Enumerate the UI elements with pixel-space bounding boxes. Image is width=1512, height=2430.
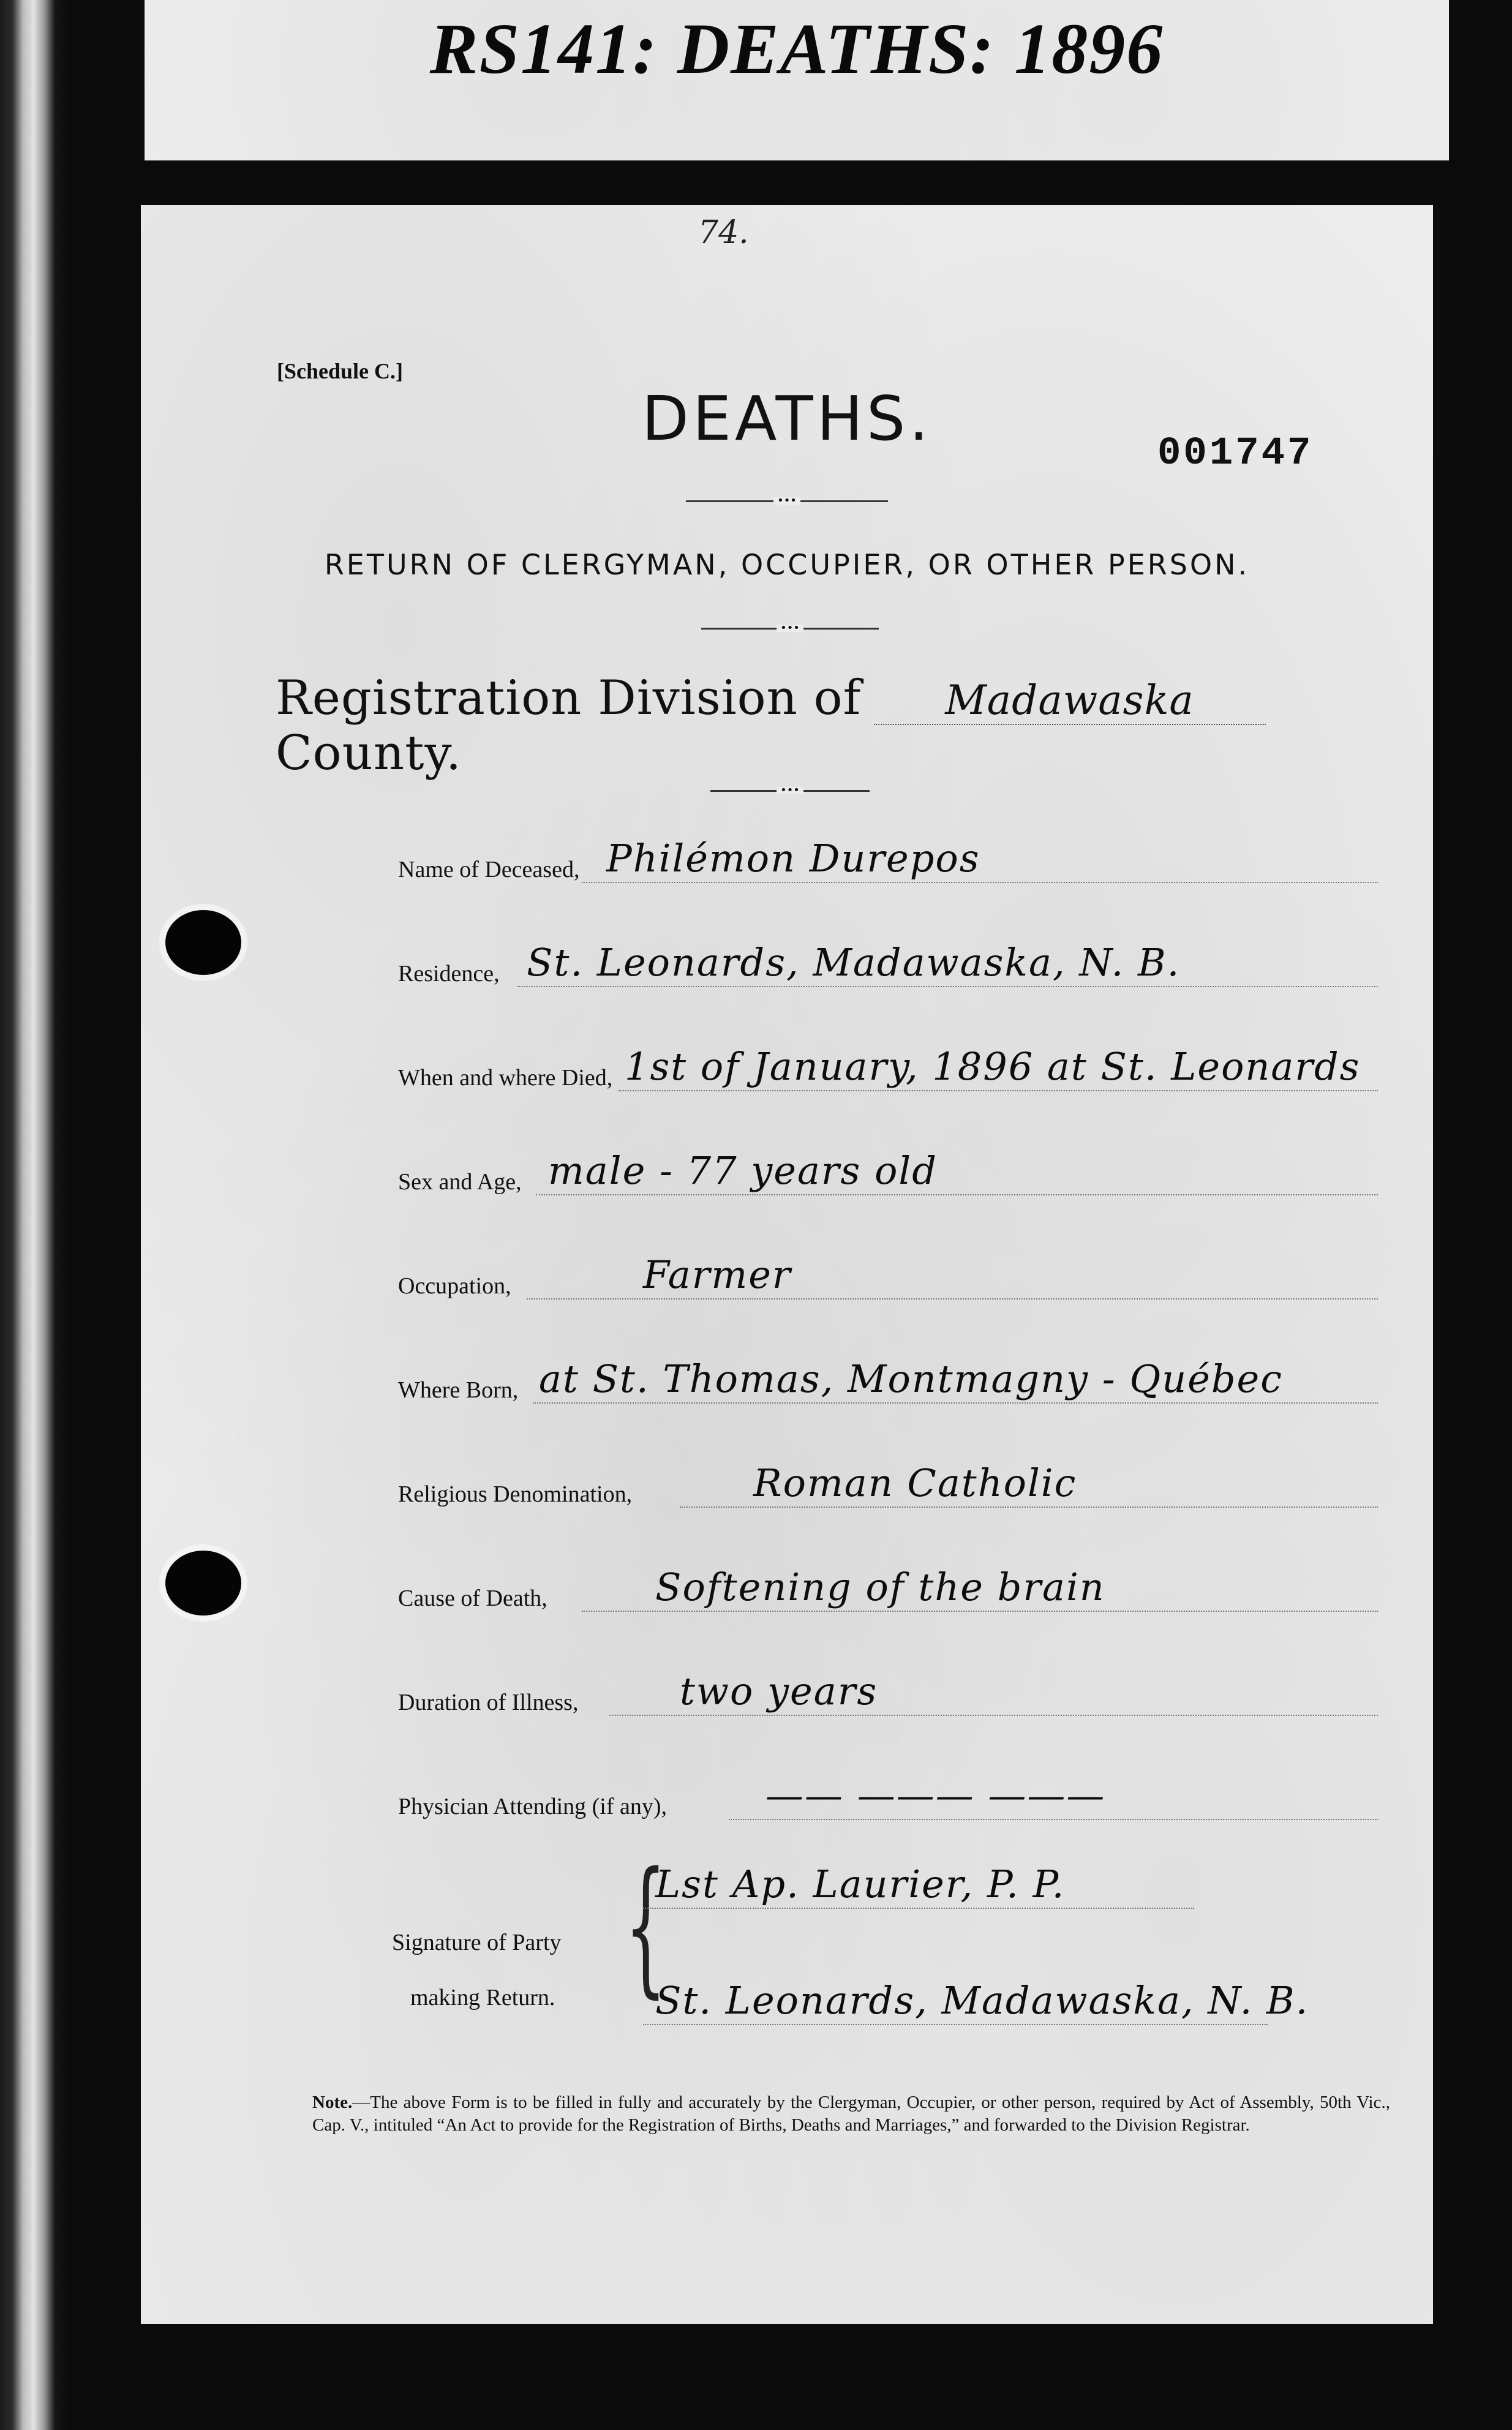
field-rule [582, 882, 1378, 883]
field-rule [619, 1090, 1378, 1091]
field-value-occupation: Farmer [643, 1252, 792, 1297]
field-rule [643, 1908, 1194, 1909]
field-label: Duration of Illness, [398, 1690, 579, 1715]
field-label: Where Born, [398, 1377, 519, 1403]
signature-row-1 [643, 1859, 1439, 1920]
field-value-sex-age: male - 77 years old [548, 1148, 938, 1193]
field-label: Sex and Age, [398, 1169, 522, 1195]
signature-label-line2: making Return. [410, 1985, 555, 2011]
field-row-physician [398, 1770, 1439, 1831]
field-label: Residence, [398, 961, 500, 987]
field-rule [536, 1194, 1378, 1195]
registration-division-label: Registration Division of [276, 671, 862, 726]
form-title: DEATHS. [641, 383, 933, 454]
field-row-cause-of-death [398, 1562, 1439, 1623]
field-label: Religious Denomination, [398, 1481, 633, 1507]
field-rule [527, 1298, 1378, 1300]
field-value-physician: —— ——— ——— [765, 1773, 1106, 1818]
field-rule [729, 1819, 1378, 1820]
field-value-where-born: at St. Thomas, Montmagny - Québec [539, 1356, 1283, 1401]
death-registration-form [141, 205, 1433, 2324]
page-number: 74. [698, 214, 749, 251]
punch-hole [165, 910, 241, 975]
field-value-cause-of-death: Softening of the brain [655, 1565, 1105, 1609]
note-label: Note. [312, 2093, 353, 2112]
ornament-divider: ••• [710, 790, 870, 792]
return-heading: RETURN OF CLERGYMAN, OCCUPIER, OR OTHER PERSON. [324, 548, 1250, 581]
signature-value-name: Lst Ap. Laurier, P. P. [655, 1862, 1066, 1906]
field-row-where-born [398, 1353, 1439, 1415]
registration-division-value: Madawaska [874, 677, 1266, 725]
field-rule [680, 1507, 1378, 1508]
ornament-divider: ••• [686, 500, 888, 502]
form-note [312, 2091, 1390, 2137]
field-row-when-where-died [398, 1041, 1439, 1102]
field-rule [582, 1611, 1378, 1612]
record-series-title: RS141: DEATHS: 1896 [429, 9, 1164, 89]
field-rule [643, 2024, 1268, 2025]
serial-number: 001747 [1157, 432, 1314, 476]
field-row-residence [398, 937, 1439, 998]
header-card [145, 0, 1449, 160]
signature-value-place: St. Leonards, Madawaska, N. B. [655, 1978, 1309, 2023]
field-row-sex-age [398, 1145, 1439, 1206]
signature-row-2 [643, 1975, 1439, 2036]
county-label: County. [276, 726, 462, 781]
punch-hole [165, 1551, 241, 1616]
registration-division-line [276, 671, 1433, 781]
field-row-occupation [398, 1249, 1439, 1311]
field-row-name [398, 833, 1439, 894]
field-label: Cause of Death, [398, 1586, 547, 1611]
brace-glyph: { [625, 1840, 667, 2012]
field-row-religion [398, 1458, 1439, 1519]
field-label: Name of Deceased, [398, 857, 580, 882]
field-value-residence: St. Leonards, Madawaska, N. B. [527, 940, 1181, 985]
signature-label-line1: Signature of Party [392, 1930, 562, 1955]
note-text: —The above Form is to be filled in fully and accurately by the Clergyman, Occupier, or other person, required by Act of Assembly, 50th Vic., Cap. V., intituled “An Act to provide for the Registration of Births, Deaths and Marriages,” and forwarded to the Division Registrar. [312, 2093, 1390, 2135]
field-value-religion: Roman Catholic [753, 1461, 1077, 1505]
binding-strip [0, 0, 67, 2430]
ornament-divider: ••• [701, 628, 879, 630]
field-rule [517, 986, 1378, 987]
field-label: Occupation, [398, 1273, 511, 1299]
field-value-when-where-died: 1st of January, 1896 at St. Leonards [625, 1044, 1361, 1089]
field-rule [609, 1715, 1378, 1716]
field-rule [533, 1402, 1378, 1404]
field-row-duration [398, 1666, 1439, 1727]
field-label: Physician Attending (if any), [398, 1794, 668, 1819]
field-value-duration: two years [680, 1669, 878, 1713]
schedule-label: [Schedule C.] [277, 359, 403, 383]
field-value-name: Philémon Durepos [606, 836, 980, 881]
field-label: When and where Died, [398, 1065, 613, 1091]
